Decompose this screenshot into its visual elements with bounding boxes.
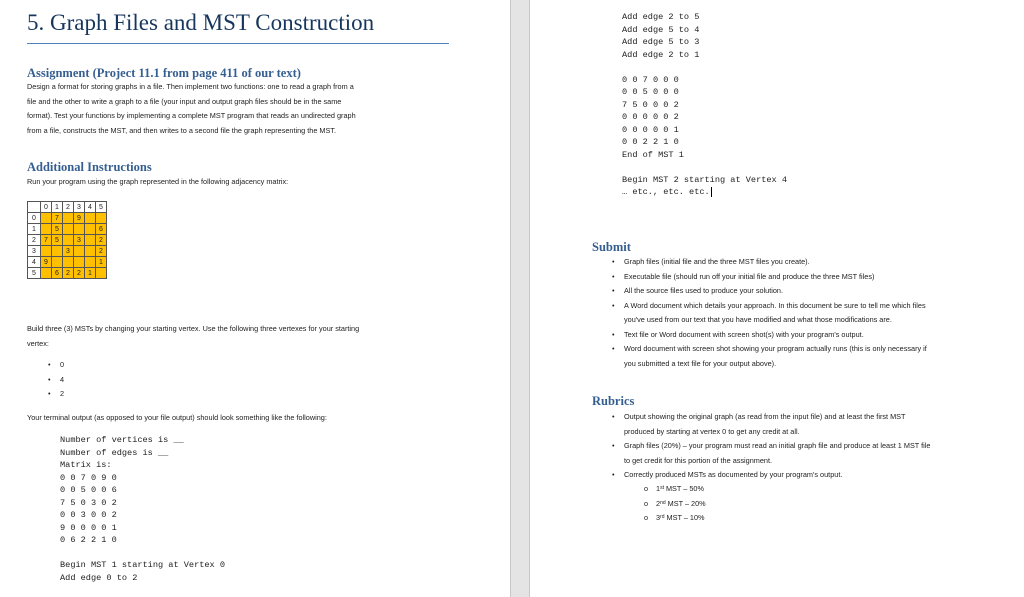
matrix-col-header: 4 [85,202,96,213]
sub-item-text: MST – 20% [665,498,706,508]
ordinal-suffix: st [660,485,664,491]
hollow-bullet-icon: o [644,513,649,522]
list-item-text: 0 [60,360,65,369]
title-underline [27,43,449,44]
bullet-icon: • [48,360,51,369]
paragraph-line: format). Test your functions by implementing a complete MST program that reads an undirected graph [27,111,356,120]
matrix-cell [52,257,63,268]
terminal-intro-text: Your terminal output (as opposed to your file output) should look something like the following: [27,413,327,422]
sub-item-text: MST – 10% [664,513,705,522]
code-line: 0 0 5 0 0 6 [60,485,117,495]
list-item-continuation [624,425,931,440]
bullet-icon: • [48,389,51,398]
matrix-row-header: 5 [28,268,41,279]
additional-instructions-text: Run your program using the graph represented in the following adjacency matrix: [27,177,289,186]
bullet-icon: • [612,286,615,295]
bullet-icon: • [612,470,615,479]
code-line: 0 0 7 0 9 0 [60,472,117,483]
matrix-row-header: 1 [28,224,41,235]
matrix-cell: 2 [63,268,74,279]
matrix-cell [74,224,85,235]
list-item-text: All the source files used to produce your solution. [624,286,783,295]
list-item [612,342,927,357]
matrix-cell: 5 [52,224,63,235]
code-line: End of MST 1 [622,149,684,160]
code-line: 0 0 5 0 0 0 [622,87,679,97]
list-item-text: 4 [60,374,65,384]
sub-item-num: 1 [656,484,661,493]
list-item [48,358,65,373]
list-item-text: Word document with screen shot showing your program actually runs (this is only necessary if [624,344,927,353]
code-line: 0 0 0 0 0 2 [622,112,679,122]
code-line [622,161,787,174]
list-item-text: Correctly produced MSTs as documented by your program's output. [624,470,843,479]
code-line: Matrix is: [60,460,112,470]
matrix-cell: 9 [41,257,52,268]
rubrics-sublist [644,482,706,526]
matrix-cell [96,213,107,224]
matrix-row [28,246,107,257]
code-line: 0 6 2 2 1 0 [60,535,117,545]
rubrics-heading: Rubrics [592,394,635,408]
matrix-cell [41,224,52,235]
bullet-icon: • [612,344,615,353]
matrix-row-header: 3 [28,246,41,257]
code-line: Begin MST 1 starting at Vertex 0 [60,560,226,570]
list-item-text: Graph files (20%) – your program must read an initial graph file and produce at least 1 MST file [624,441,931,450]
matrix-col-header: 0 [41,202,52,213]
code-line: 0 0 3 0 0 2 [60,510,117,520]
list-item [48,373,65,388]
code-line [622,61,787,74]
bullet-icon: • [48,374,51,384]
list-item-text: 2 [60,389,65,398]
matrix-row [28,235,107,246]
matrix-cell: 2 [96,246,107,257]
matrix-cell: 5 [52,235,63,246]
code-line: Add edge 5 to 3 [622,37,700,47]
document-page-left [0,0,510,597]
bullet-icon: • [612,329,615,339]
submit-list [612,255,927,371]
matrix-cell [63,224,74,235]
matrix-row [28,268,107,279]
matrix-row [28,257,107,268]
list-item-continuation [624,454,931,469]
list-item [612,410,931,425]
paragraph-line: from a file, constructs the MST, and then writes to a second file the graph representing the MST. [27,125,337,135]
list-item [612,439,931,454]
code-line: Number of vertices is __ [60,435,184,445]
rubrics-list [612,410,931,483]
terminal-output-sample [60,434,225,584]
ordinal-suffix: rd [660,514,665,520]
matrix-cell [85,224,96,235]
paragraph-line: Build three (3) MSTs by changing your starting vertex. Use the following three vertexes for your starting [27,324,360,333]
matrix-cell [74,257,85,268]
matrix-cell: 3 [74,235,85,246]
matrix-cell [96,268,107,279]
bullet-icon: • [612,271,615,281]
code-line: 0 0 0 0 0 1 [622,124,679,135]
matrix-cell: 7 [41,235,52,246]
code-line: Add edge 2 to 1 [622,49,700,60]
matrix-cell: 2 [74,268,85,279]
sub-item-num: 3 [656,513,661,522]
submit-heading: Submit [592,240,631,254]
code-line: Add edge 5 to 4 [622,24,700,35]
matrix-cell: 6 [96,224,107,235]
code-line: 0 0 2 2 1 0 [622,137,679,147]
hollow-bullet-icon: o [644,498,649,508]
matrix-cell [85,235,96,246]
matrix-cell [41,268,52,279]
matrix-cell [63,257,74,268]
matrix-cell [74,246,85,257]
list-item-text: Output showing the original graph (as read from the input file) and at least the first MST [624,412,906,421]
paragraph-line: file and the other to write a graph to a file (your input and output graph files should be in the same [27,96,342,106]
text-cursor [711,187,712,197]
matrix-cell [41,213,52,224]
code-line: 0 0 7 0 0 0 [622,74,679,85]
bullet-icon: • [612,412,615,421]
sub-item-num: 2 [656,498,661,508]
matrix-cell [85,213,96,224]
matrix-cell: 1 [96,257,107,268]
ordinal-suffix: nd [660,499,666,506]
bullet-icon: • [612,441,615,450]
matrix-header-row [28,202,107,213]
sub-list-item [644,497,706,512]
code-line-with-cursor[interactable] [622,186,787,199]
matrix-row [28,224,107,235]
matrix-cell [85,246,96,257]
code-line: Add edge 2 to 5 [622,12,700,22]
code-line: Number of edges is __ [60,447,169,458]
list-item [612,284,927,299]
list-item [48,387,65,402]
matrix-col-header: 2 [63,202,74,213]
sub-list-item [644,482,706,497]
start-vertex-list [48,358,65,402]
sub-item-text: MST – 50% [663,484,704,493]
matrix-cell: 7 [52,213,63,224]
document-page-right [530,0,1024,597]
list-item [612,299,927,314]
assignment-paragraph [27,80,356,138]
matrix-cell [85,257,96,268]
matrix-corner-cell [28,202,41,213]
code-line: Begin MST 2 starting at Vertex 4 [622,174,788,185]
matrix-col-header: 5 [96,202,107,213]
bullet-icon: • [612,300,615,310]
list-item-text: A Word document which details your approach. In this document be sure to tell me which files [624,300,926,310]
list-item-continuation [624,313,927,328]
list-item-text: Text file or Word document with screen shot(s) with your program's output. [624,329,864,339]
paragraph-line: Design a format for storing graphs in a file. Then implement two functions: one to read a graph from a [27,82,354,91]
build-instructions [27,322,359,351]
list-item [612,328,927,343]
matrix-row-header: 0 [28,213,41,224]
matrix-cell: 6 [52,268,63,279]
code-line [60,547,225,560]
additional-instructions-heading: Additional Instructions [27,160,152,174]
matrix-row-header: 2 [28,235,41,246]
list-item-text: you submitted a text file for your output above). [624,358,777,368]
matrix-cell: 3 [63,246,74,257]
hollow-bullet-icon: o [644,484,649,493]
sub-list-item [644,511,706,526]
list-item-text: to get credit for this portion of the assignment. [624,455,773,465]
matrix-cell: 9 [74,213,85,224]
code-line-text: … etc., etc. etc. [622,187,710,197]
code-line: 7 5 0 3 0 2 [60,497,117,508]
list-item-continuation [624,357,927,372]
assignment-heading: Assignment (Project 11.1 from page 411 of our text) [27,66,301,80]
matrix-cell [41,246,52,257]
list-item [612,468,931,483]
list-item-text: Graph files (initial file and the three MST files you create). [624,257,810,266]
matrix-col-header: 3 [74,202,85,213]
list-item-text: you've used from our text that you have modified and what those modifications are. [624,315,892,324]
matrix-cell: 2 [96,235,107,246]
page-title: 5. Graph Files and MST Construction [27,10,375,35]
bullet-icon: • [612,257,615,266]
list-item [612,270,927,285]
list-item-text: produced by starting at vertex 0 to get any credit at all. [624,426,800,436]
matrix-cell [63,213,74,224]
matrix-cell [63,235,74,246]
list-item [612,255,927,270]
matrix-row-header: 4 [28,257,41,268]
matrix-row [28,213,107,224]
list-item-text: Executable file (should run off your initial file and produce the three MST files) [624,271,875,281]
matrix-cell [52,246,63,257]
terminal-output-continued [622,11,787,199]
page-gutter [510,0,530,597]
adjacency-matrix-table [27,201,107,279]
code-line: 7 5 0 0 0 2 [622,99,679,110]
paragraph-line: vertex: [27,338,49,348]
code-line: Add edge 0 to 2 [60,572,138,583]
matrix-col-header: 1 [52,202,63,213]
matrix-cell: 1 [85,268,96,279]
code-line: 9 0 0 0 0 1 [60,522,117,533]
